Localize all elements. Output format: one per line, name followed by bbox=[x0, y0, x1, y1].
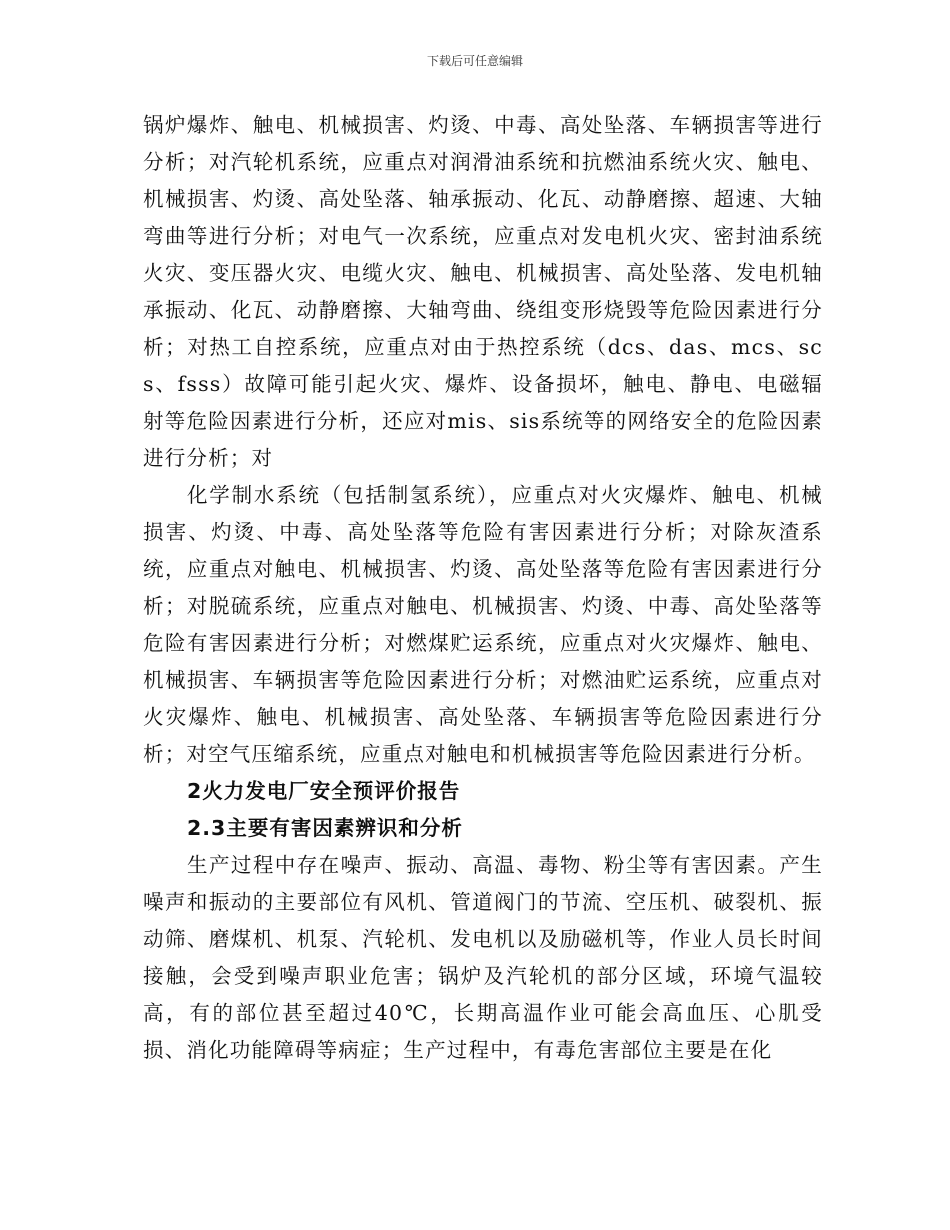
section-heading-2-3: 2.3主要有害因素辨识和分析 bbox=[187, 816, 463, 840]
section-heading-2: 2火力发电厂安全预评价报告 bbox=[187, 779, 461, 803]
document-body bbox=[143, 107, 823, 1069]
paragraph-1: 锅炉爆炸、触电、机械损害、灼烫、中毒、高处坠落、车辆损害等进行分析；对汽轮机系统，应重点对润滑油系统和抗燃油系统火灾、触电、机械损害、灼烫、高处坠落、轴承振动、化瓦、动静磨擦、超速、大轴弯曲等进行分析；对电气一次系统，应重点对发电机火灾、密封油系统火灾、变压器火灾、电缆火灾、触电、机械损害、高处坠落、发电机轴承振动、化瓦、动静磨擦、大轴弯曲、绕组变形烧毁等危险因素进行分析；对热工自控系统，应重点对由于热控系统（dcs、das、mcs、scs、fsss）故障可能引起火灾、爆炸、设备损坏，触电、静电、电磁辐射等危险因素进行分析，还应对mis、sis系统等的网络安全的危险因素进行分析；对 bbox=[143, 113, 823, 470]
paragraph-2: 化学制水系统（包括制氢系统），应重点对火灾爆炸、触电、机械损害、灼烫、中毒、高处坠落等危险有害因素进行分析；对除灰渣系统，应重点对触电、机械损害、灼烫、高处坠落等危险有害因素进行分析；对脱硫系统，应重点对触电、机械损害、灼烫、中毒、高处坠落等危险有害因素进行分析；对燃煤贮运系统，应重点对火灾爆炸、触电、机械损害、车辆损害等危险因素进行分析；对燃油贮运系统，应重点对火灾爆炸、触电、机械损害、高处坠落、车辆损害等危险因素进行分析；对空气压缩系统，应重点对触电和机械损害等危险因素进行分析。 bbox=[143, 483, 823, 766]
page-header: 下载后可任意编辑 bbox=[426, 54, 523, 68]
paragraph-3: 生产过程中存在噪声、振动、高温、毒物、粉尘等有害因素。产生噪声和振动的主要部位有风机、管道阀门的节流、空压机、破裂机、振动筛、磨煤机、机泵、汽轮机、发电机以及励磁机等，作业人员长时间接触，会受到噪声职业危害；锅炉及汽轮机的部分区域，环境气温较高，有的部位甚至超过40℃，长期高温作业可能会高血压、心肌受损、消化功能障碍等病症；生产过程中，有毒危害部位主要是在化 bbox=[143, 853, 823, 1062]
